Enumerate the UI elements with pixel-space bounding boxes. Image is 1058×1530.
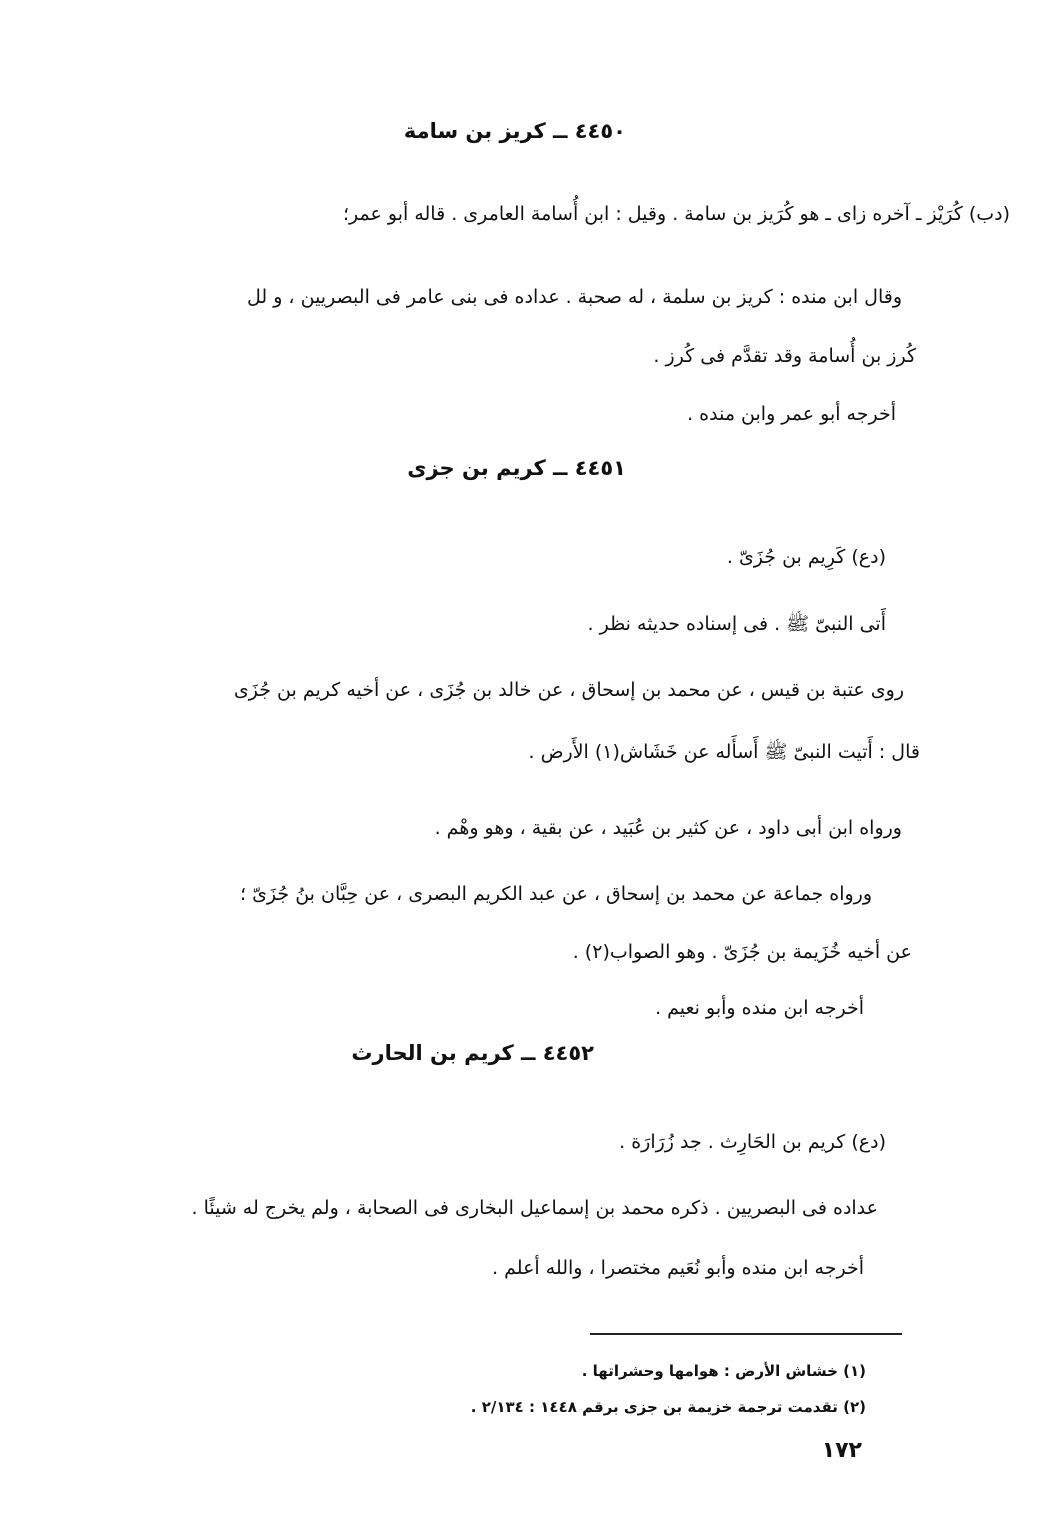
entry-text-line: وقال ابن منده : كريز بن سلمة ، له صحبة . عداده فى بنى عامر فى البصريين ، و لل [247, 286, 902, 308]
entry-text-line: قال : أَتيت النبىّ ﷺ أَسأَله عن خَشَاش(١) الأَرض . [528, 741, 920, 763]
entry-text-line: (دع) كَرِيم بن جُزَىّ . [726, 546, 886, 568]
entry-text-line: كُرز بن أُسامة وقد تقدَّم فى كُرز . [653, 345, 916, 367]
entry-text-line: أخرجه ابن منده وأبو نُعَيم مختصرا ، والله أعلم . [492, 1257, 864, 1279]
entry-text-line: عداده فى البصريين . ذكره محمد بن إسماعيل البخارى فى الصحابة ، ولم يخرج له شيئًا . [191, 1197, 878, 1219]
entry-text-line: أخرجه ابن منده وأبو نعيم . [655, 997, 864, 1019]
entry-text-line: (دع) كريم بن الحَارِث . جد زُرَارَة . [619, 1131, 886, 1153]
entry-heading: ٤٤٥٢ ــ كريم بن الحارث [351, 1041, 594, 1065]
entry-text-line: أخرجه أبو عمر وابن منده . [687, 403, 896, 425]
entry-heading: ٤٤٥٠ ــ كريز بن سامة [403, 119, 626, 143]
footnote: (٢) تقدمت ترجمة خزيمة بن جزى برقم ١٤٤٨ : ٢/١٣٤ . [470, 1398, 866, 1416]
entry-text-line: ورواه ابن أبى داود ، عن كثير بن عُبَيد ، عن بقية ، وهو وهْم . [434, 817, 902, 839]
entry-text-line: أَتى النبىّ ﷺ . فى إسناده حديثه نظر . [587, 613, 886, 635]
page-number: ١٧٢ [821, 1438, 862, 1463]
footnote-divider [590, 1333, 902, 1335]
footnote: (١) خشاش الأرض : هوامها وحشراتها . [581, 1362, 866, 1380]
entry-heading: ٤٤٥١ ــ كريم بن جزى [407, 456, 626, 480]
entry-text-line: (دب) كُرَيْز ـ آخره زاى ـ هو كُرَيز بن سامة . وقيل : ابن أُسامة العامرى . قاله أبو عمر؛ [343, 203, 1010, 225]
entry-text-line: عن أخيه خُزَيمة بن جُزَىّ . وهو الصواب(٢) . [572, 941, 912, 963]
entry-text-line: ورواه جماعة عن محمد بن إسحاق ، عن عبد الكريم البصرى ، عن حِبَّان بنُ جُزَىّ ؛ [239, 883, 872, 905]
entry-text-line: روى عتبة بن قيس ، عن محمد بن إسحاق ، عن خالد بن جُزَى ، عن أخيه كريم بن جُزَى [233, 679, 904, 701]
